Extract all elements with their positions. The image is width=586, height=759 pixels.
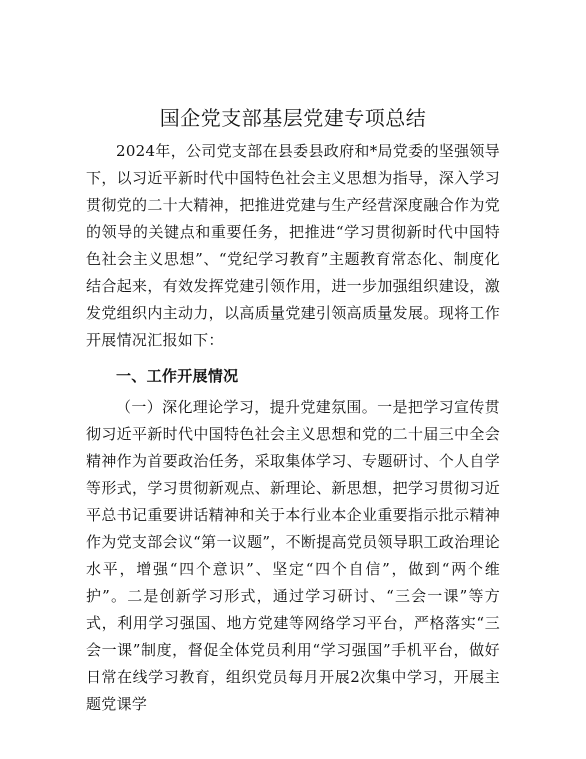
document-title: 国企党支部基层党建专项总结	[159, 106, 427, 130]
section-heading: 一、工作开展情况	[116, 367, 239, 385]
document-body	[86, 98, 500, 718]
intro-paragraph: 2024年，公司党支部在县委县政府和*局党委的坚强领导下，以习近平新时代中国特色社会主义思想为指导，深入学习贯彻党的二十大精神，把推进党建与生产经营深度融合作为党的领导的关键点和重要任务，把推进“学习贯彻新时代中国特色社会主义思想”、“党纪学习教育”主题教育常态化、制度化结合起来，有效发挥党建引领作用，进一步加强组织建设，激发党组织内主动力，以高质量党建引领高质量发展。现将工作开展情况汇报如下：	[86, 142, 500, 349]
section-paragraph: （一）深化理论学习，提升党建氛围。一是把学习宣传贯彻习近平新时代中国特色社会主义思想和党的二十届三中全会精神作为首要政治任务，采取集体学习、专题研讨、个人自学等形式，学习贯彻新观点、新理论、新思想，把学习贯彻习近平总书记重要讲话精神和关于本行业本企业重要指示批示精神作为党支部会议“第一议题”，不断提高党员领导职工政治理论水平，增强“四个意识”、坚定“四个自信”，做到“两个维护”。二是创新学习形式，通过学习研讨、“三会一课”等方式，利用学习强国、地方党建等网络学习平台，严格落实“三会一课”制度，督促全体党员利用“学习强国”手机平台，做好日常在线学习教育，组织党员每月开展2次集中学习，开展主题党课学	[86, 398, 500, 713]
